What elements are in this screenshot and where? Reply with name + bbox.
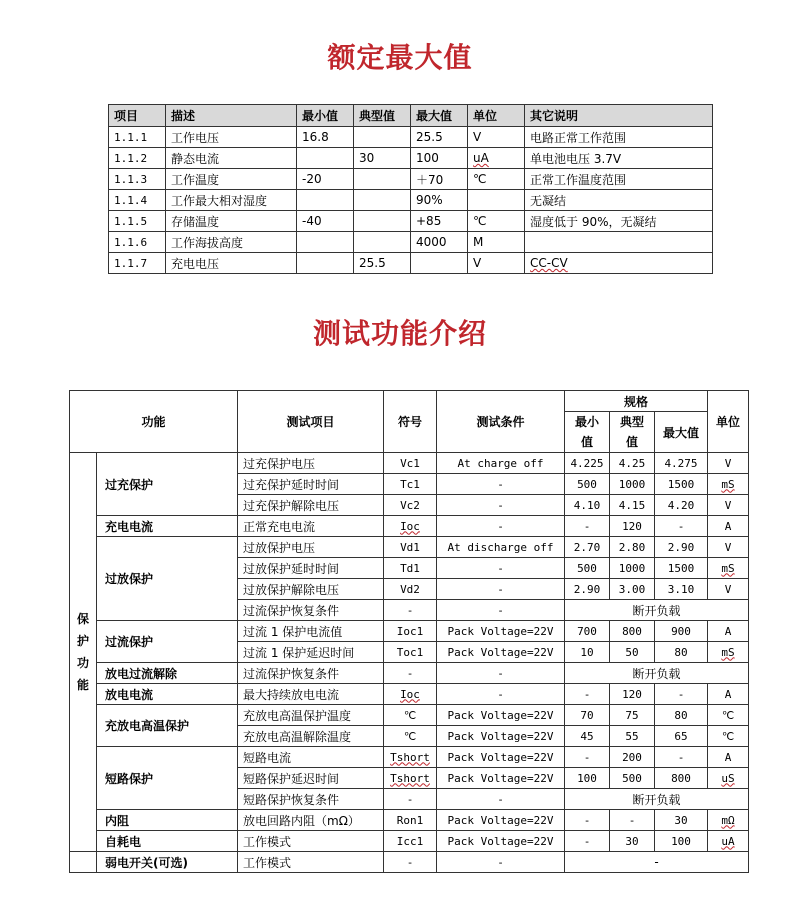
cell-cond: - [437, 516, 565, 537]
cell-cond: Pack Voltage=22V [437, 831, 565, 852]
cell-id: 1.1.4 [109, 190, 166, 211]
cell-desc: 工作最大相对湿度 [166, 190, 297, 211]
cell-func: 弱电开关(可选) [97, 852, 238, 873]
header-spec: 规格 [565, 391, 708, 412]
cell-item: 放电回路内阻（mΩ） [238, 810, 384, 831]
cell-symbol: - [384, 663, 437, 684]
cell-symbol: Vd2 [384, 579, 437, 600]
cell-max: - [655, 684, 708, 705]
cell-typ: 4.25 [610, 453, 655, 474]
cell-min: 4.10 [565, 495, 610, 516]
cell-max: 65 [655, 726, 708, 747]
cell-spec-span: 断开负载 [565, 663, 749, 684]
cell-typ: 30 [354, 148, 411, 169]
cell-typ: 3.00 [610, 579, 655, 600]
cell-item: 过放保护解除电压 [238, 579, 384, 600]
cell-symbol: - [384, 600, 437, 621]
cell-symbol: Icc1 [384, 831, 437, 852]
cell-func: 内阻 [97, 810, 238, 831]
cell-item: 过流 1 保护电流值 [238, 621, 384, 642]
cell-unit: M [468, 232, 525, 253]
cell-min: 700 [565, 621, 610, 642]
cell-typ: 800 [610, 621, 655, 642]
cell-symbol: - [384, 789, 437, 810]
cell-typ: 120 [610, 684, 655, 705]
title-test-functions: 测试功能介绍 [312, 317, 487, 350]
cell-min: 10 [565, 642, 610, 663]
header-cell: 项目 [109, 105, 166, 127]
table-row [70, 537, 749, 558]
cell-min: 70 [565, 705, 610, 726]
cell-unit: mS [708, 474, 749, 495]
cell-item: 短路保护恢复条件 [238, 789, 384, 810]
cell-max: 4000 [411, 232, 468, 253]
header-cell: 单位 [468, 105, 525, 127]
cell-symbol: Vc1 [384, 453, 437, 474]
table-row [70, 453, 749, 474]
cell-item: 过流 1 保护延迟时间 [238, 642, 384, 663]
table-row [70, 516, 749, 537]
cell-item: 短路保护延迟时间 [238, 768, 384, 789]
cell-min: - [565, 747, 610, 768]
cell-min: 100 [565, 768, 610, 789]
cell-typ: 2.80 [610, 537, 655, 558]
cell-typ [354, 169, 411, 190]
cell-typ [354, 232, 411, 253]
test-function-table [69, 390, 749, 873]
cell-item: 过充保护延时时间 [238, 474, 384, 495]
cell-min: 4.225 [565, 453, 610, 474]
cell-typ: 50 [610, 642, 655, 663]
table-row [109, 148, 713, 169]
cell-desc: 工作电压 [166, 127, 297, 148]
cell-unit: ℃ [708, 726, 749, 747]
cell-max: 90% [411, 190, 468, 211]
cell-symbol: Vd1 [384, 537, 437, 558]
cell-max: +85 [411, 211, 468, 232]
cell-symbol: ℃ [384, 705, 437, 726]
cell-cond: At charge off [437, 453, 565, 474]
table-row [70, 852, 749, 873]
cell-unit [468, 190, 525, 211]
cell-min [297, 148, 354, 169]
cell-item: 充放电高温解除温度 [238, 726, 384, 747]
header-typ: 典型值 [610, 412, 655, 453]
table-row [109, 190, 713, 211]
cell-unit: A [708, 621, 749, 642]
header-item: 测试项目 [238, 391, 384, 453]
cell-id: 1.1.1 [109, 127, 166, 148]
cell-max: - [655, 516, 708, 537]
cell-max: 2.90 [655, 537, 708, 558]
cell-item: 过流保护恢复条件 [238, 663, 384, 684]
cell-unit: uA [468, 148, 525, 169]
cell-min: - [565, 684, 610, 705]
cell-typ: 55 [610, 726, 655, 747]
cell-unit: V [468, 253, 525, 274]
cell-max: ＋70 [411, 169, 468, 190]
cell-cond: Pack Voltage=22V [437, 810, 565, 831]
cell-cond: - [437, 663, 565, 684]
cell-item: 工作模式 [238, 831, 384, 852]
cell-max: 4.20 [655, 495, 708, 516]
cell-item: 正常充电电流 [238, 516, 384, 537]
cell-typ: - [610, 810, 655, 831]
table-row [70, 621, 749, 642]
table-header-row [109, 105, 713, 127]
cell-spec-span: - [565, 852, 749, 873]
group-label: 保护功能 [70, 453, 97, 852]
header-cond: 测试条件 [437, 391, 565, 453]
cell-unit: mS [708, 642, 749, 663]
cell-symbol: Tc1 [384, 474, 437, 495]
cell-item: 最大持续放电电流 [238, 684, 384, 705]
cell-item: 过充保护解除电压 [238, 495, 384, 516]
cell-typ [354, 190, 411, 211]
cell-symbol: Vc2 [384, 495, 437, 516]
cell-symbol: Ioc [384, 684, 437, 705]
rated-max-table [108, 104, 713, 274]
cell-note [525, 232, 713, 253]
cell-unit: V [708, 537, 749, 558]
cell-typ: 120 [610, 516, 655, 537]
cell-item: 充放电高温保护温度 [238, 705, 384, 726]
cell-symbol: Tshort [384, 747, 437, 768]
cell-unit: A [708, 747, 749, 768]
cell-typ: 30 [610, 831, 655, 852]
cell-desc: 静态电流 [166, 148, 297, 169]
cell-min: 16.8 [297, 127, 354, 148]
cell-min: 2.90 [565, 579, 610, 600]
table-row [109, 127, 713, 148]
cell-max: 900 [655, 621, 708, 642]
cell-unit: A [708, 516, 749, 537]
cell-func: 短路保护 [97, 747, 238, 810]
cell-id: 1.1.2 [109, 148, 166, 169]
cell-desc: 存储温度 [166, 211, 297, 232]
cell-symbol: ℃ [384, 726, 437, 747]
header-cell: 其它说明 [525, 105, 713, 127]
cell-min: 2.70 [565, 537, 610, 558]
cell-cond: - [437, 495, 565, 516]
cell-item: 过充保护电压 [238, 453, 384, 474]
cell-max: 80 [655, 705, 708, 726]
cell-item: 工作模式 [238, 852, 384, 873]
cell-unit: mΩ [708, 810, 749, 831]
table-row [70, 663, 749, 684]
header-max: 最大值 [655, 412, 708, 453]
cell-id: 1.1.7 [109, 253, 166, 274]
cell-min: 500 [565, 558, 610, 579]
cell-typ: 25.5 [354, 253, 411, 274]
cell-unit: A [708, 684, 749, 705]
header-cell: 最大值 [411, 105, 468, 127]
cell-func: 过放保护 [97, 537, 238, 621]
cell-cond: - [437, 789, 565, 810]
cell-max: 30 [655, 810, 708, 831]
cell-note: 正常工作温度范围 [525, 169, 713, 190]
table-header-row [70, 391, 749, 412]
header-func: 功能 [70, 391, 238, 453]
cell-typ: 1000 [610, 474, 655, 495]
cell-min [297, 232, 354, 253]
cell-cond: Pack Voltage=22V [437, 705, 565, 726]
cell-max: 100 [655, 831, 708, 852]
cell-unit: ℃ [708, 705, 749, 726]
cell-unit: V [468, 127, 525, 148]
cell-typ [354, 127, 411, 148]
cell-min [297, 253, 354, 274]
cell-note: CC-CV [525, 253, 713, 274]
cell-max: 80 [655, 642, 708, 663]
cell-unit: V [708, 579, 749, 600]
table-row [70, 831, 749, 852]
cell-unit: ℃ [468, 211, 525, 232]
cell-max: 100 [411, 148, 468, 169]
table-row [70, 684, 749, 705]
cell-item: 短路电流 [238, 747, 384, 768]
table-row [70, 810, 749, 831]
cell-min: - [565, 516, 610, 537]
cell-id: 1.1.3 [109, 169, 166, 190]
cell-spec-span: 断开负载 [565, 789, 749, 810]
cell-func: 自耗电 [97, 831, 238, 852]
cell-cond: - [437, 558, 565, 579]
cell-id: 1.1.5 [109, 211, 166, 232]
cell-item: 过流保护恢复条件 [238, 600, 384, 621]
cell-func: 充放电高温保护 [97, 705, 238, 747]
header-min: 最小值 [565, 412, 610, 453]
cell-min: 500 [565, 474, 610, 495]
cell-min: 45 [565, 726, 610, 747]
cell-func: 过充保护 [97, 453, 238, 516]
cell-cond: - [437, 579, 565, 600]
cell-typ: 4.15 [610, 495, 655, 516]
cell-max: 25.5 [411, 127, 468, 148]
cell-max [411, 253, 468, 274]
cell-min: -40 [297, 211, 354, 232]
cell-symbol: Ron1 [384, 810, 437, 831]
header-cell: 典型值 [354, 105, 411, 127]
cell-unit: V [708, 495, 749, 516]
cell-note: 湿度低于 90%，无凝结 [525, 211, 713, 232]
cell-min [297, 190, 354, 211]
group-empty [70, 852, 97, 873]
cell-note: 无凝结 [525, 190, 713, 211]
cell-min: -20 [297, 169, 354, 190]
cell-cond: - [437, 474, 565, 495]
cell-cond: Pack Voltage=22V [437, 768, 565, 789]
cell-func: 过流保护 [97, 621, 238, 663]
cell-max: 4.275 [655, 453, 708, 474]
cell-item: 过放保护延时时间 [238, 558, 384, 579]
cell-unit: V [708, 453, 749, 474]
cell-cond: Pack Voltage=22V [437, 747, 565, 768]
cell-id: 1.1.6 [109, 232, 166, 253]
title-rated-max: 额定最大值 [327, 41, 473, 74]
cell-cond: Pack Voltage=22V [437, 726, 565, 747]
cell-max: 3.10 [655, 579, 708, 600]
cell-unit: mS [708, 558, 749, 579]
header-symbol: 符号 [384, 391, 437, 453]
cell-typ: 1000 [610, 558, 655, 579]
cell-cond: - [437, 852, 565, 873]
cell-typ [354, 211, 411, 232]
table-row [109, 232, 713, 253]
cell-symbol: Toc1 [384, 642, 437, 663]
header-cell: 最小值 [297, 105, 354, 127]
cell-cond: - [437, 600, 565, 621]
cell-symbol: Td1 [384, 558, 437, 579]
table-row [109, 253, 713, 274]
cell-min: - [565, 810, 610, 831]
table-row [109, 211, 713, 232]
cell-max: 800 [655, 768, 708, 789]
cell-unit: uA [708, 831, 749, 852]
cell-symbol: Ioc [384, 516, 437, 537]
cell-cond: Pack Voltage=22V [437, 642, 565, 663]
cell-typ: 500 [610, 768, 655, 789]
table-row [109, 169, 713, 190]
cell-func: 充电电流 [97, 516, 238, 537]
cell-unit: ℃ [468, 169, 525, 190]
cell-symbol: - [384, 852, 437, 873]
table-row [70, 705, 749, 726]
cell-cond: - [437, 684, 565, 705]
header-cell: 描述 [166, 105, 297, 127]
table2-body [70, 453, 749, 873]
cell-typ: 75 [610, 705, 655, 726]
cell-note: 单电池电压 3.7V [525, 148, 713, 169]
cell-unit: uS [708, 768, 749, 789]
cell-cond: Pack Voltage=22V [437, 621, 565, 642]
cell-desc: 工作海拔高度 [166, 232, 297, 253]
cell-desc: 工作温度 [166, 169, 297, 190]
cell-max: - [655, 747, 708, 768]
cell-desc: 充电电压 [166, 253, 297, 274]
cell-symbol: Tshort [384, 768, 437, 789]
cell-symbol: Ioc1 [384, 621, 437, 642]
cell-cond: At discharge off [437, 537, 565, 558]
cell-max: 1500 [655, 474, 708, 495]
cell-func: 放电过流解除 [97, 663, 238, 684]
cell-min: - [565, 831, 610, 852]
header-unit: 单位 [708, 391, 749, 453]
cell-note: 电路正常工作范围 [525, 127, 713, 148]
cell-typ: 200 [610, 747, 655, 768]
cell-spec-span: 断开负载 [565, 600, 749, 621]
cell-item: 过放保护电压 [238, 537, 384, 558]
cell-func: 放电电流 [97, 684, 238, 705]
table-row [70, 747, 749, 768]
cell-max: 1500 [655, 558, 708, 579]
